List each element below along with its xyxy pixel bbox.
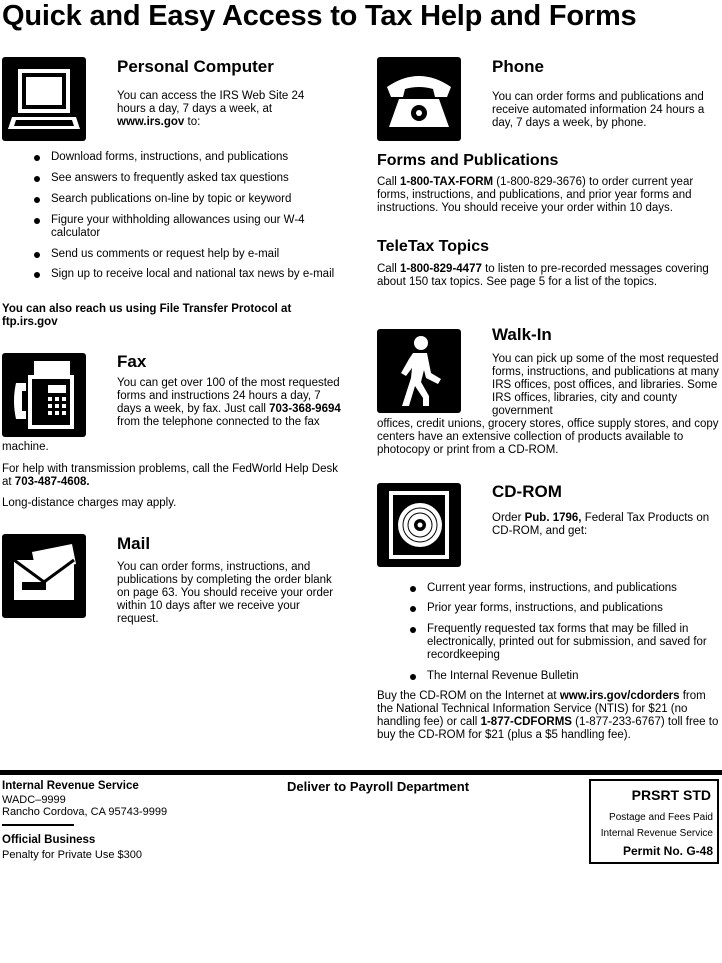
teletax-text: Call 1-800-829-4477 to listen to pre-recorded messages covering about 150 tax topics. See page 5 for a list of the topics. bbox=[377, 263, 709, 288]
list-item: The Internal Revenue Bulletin bbox=[407, 670, 722, 683]
cd-rom-icon bbox=[377, 483, 461, 567]
permit-number: Permit No. G-48 bbox=[622, 844, 713, 858]
penalty-notice: Penalty for Private Use $300 bbox=[2, 849, 143, 861]
walkin-heading: Walk-In bbox=[492, 325, 552, 344]
list-item: Frequently requested tax forms that may be filled in electronically, printed out for submission, and saved for recordkeeping bbox=[407, 623, 722, 662]
walkin-text-cont: offices, credit unions, grocery stores, office supply stores, and copy centers have an extensive collection of products available to photocopy or print from a CD-ROM. bbox=[377, 418, 719, 456]
fax-heading: Fax bbox=[117, 352, 147, 371]
postage-paid: Postage and Fees Paid bbox=[609, 812, 713, 823]
cdrom-heading: CD-ROM bbox=[492, 482, 562, 501]
indicia-irs: Internal Revenue Service bbox=[600, 828, 713, 839]
list-item: Search publications on-line by topic or keyword bbox=[31, 193, 361, 206]
cdrom-order-text: Buy the CD-ROM on the Internet at www.irs.gov/cdorders from the National Technical Information Service (NTIS) for $21 (no handling fee) or call 1-877-CDFORMS (1-877-233-6767) toll free to buy the CD-ROM for $21 (plus a $5 handling fee). bbox=[377, 690, 719, 741]
walking-person-icon bbox=[377, 329, 461, 413]
footer-org: Internal Revenue Service bbox=[2, 780, 139, 792]
footer-address-1: WADC–9999 bbox=[2, 794, 66, 806]
irs-url[interactable]: www.irs.gov bbox=[117, 116, 185, 128]
ftp-note: You can also reach us using File Transfer Protocol at ftp.irs.gov bbox=[2, 303, 292, 328]
phone-heading: Phone bbox=[492, 57, 544, 76]
footer-address-2: Rancho Cordova, CA 95743-9999 bbox=[2, 806, 168, 818]
phone-icon bbox=[377, 57, 461, 141]
list-item: Current year forms, instructions, and publications bbox=[407, 582, 722, 595]
mail-text: You can order forms, instructions, and publications by completing the order blank on page 63. You should receive your order within 10 days after we receive your request. bbox=[117, 561, 334, 625]
list-item: Send us comments or request help by e-mail bbox=[31, 248, 361, 261]
official-business: Official Business bbox=[2, 834, 96, 846]
cdrom-text: Order Pub. 1796, Federal Tax Products on CD-ROM, and get: bbox=[492, 512, 710, 537]
fax-text-end: machine. bbox=[2, 441, 49, 453]
page-title: Quick and Easy Access to Tax Help and Forms bbox=[2, 0, 637, 32]
cdorders-url[interactable]: www.irs.gov/cdorders bbox=[559, 690, 680, 702]
phone-text: You can order forms and publications and receive automated information 24 hours a day, 7 days a week, by phone. bbox=[492, 91, 705, 129]
fax-icon bbox=[2, 353, 86, 437]
fax-number: 703-368-9694 bbox=[269, 403, 341, 415]
teletax-number: 1-800-829-4477 bbox=[400, 263, 482, 275]
list-item: See answers to frequently asked tax questions bbox=[31, 172, 361, 185]
list-item: Figure your withholding allowances using our W-4 calculator bbox=[31, 214, 316, 240]
prsrt-std: PRSRT STD bbox=[631, 787, 711, 803]
forms-heading: Forms and Publications bbox=[377, 152, 559, 169]
pc-intro: You can access the IRS Web Site 24 hours a day, 7 days a week, at www.irs.gov to: bbox=[117, 90, 305, 128]
computer-icon bbox=[2, 57, 86, 141]
mail-heading: Mail bbox=[117, 534, 151, 553]
teletax-heading: TeleTax Topics bbox=[377, 238, 490, 255]
list-item: Sign up to receive local and national tax news by e-mail bbox=[31, 268, 351, 281]
footer-short-rule bbox=[2, 824, 74, 826]
fax-text: You can get over 100 of the most requested forms and instructions 24 hours a day, 7 days a week, by fax. Just call 703-368-9694 from the telephone connected to the fax bbox=[117, 377, 341, 428]
list-item: Download forms, instructions, and publications bbox=[31, 151, 361, 164]
walkin-text: You can pick up some of the most requested forms, instructions, and publications at many IRS offices, post offices, and libraries. Some IRS offices, libraries, city and county government bbox=[492, 353, 719, 417]
forms-text: Call 1-800-TAX-FORM (1-800-829-3676) to order current year forms, instructions, and publications, and prior year forms and instructions. You should receive your order within 10 days. bbox=[377, 176, 694, 214]
postage-indicia bbox=[589, 779, 719, 864]
pc-heading: Personal Computer bbox=[117, 57, 274, 76]
deliver-notice: Deliver to Payroll Department bbox=[287, 779, 470, 794]
mail-icon bbox=[2, 534, 86, 618]
fax-help: For help with transmission problems, call the FedWorld Help Desk at 703-487-4608. bbox=[2, 463, 338, 488]
list-item: Prior year forms, instructions, and publications bbox=[407, 602, 722, 615]
fax-long-distance: Long-distance charges may apply. bbox=[2, 497, 177, 509]
footer-divider bbox=[0, 770, 722, 775]
tax-form-number: 1-800-TAX-FORM bbox=[400, 176, 494, 188]
